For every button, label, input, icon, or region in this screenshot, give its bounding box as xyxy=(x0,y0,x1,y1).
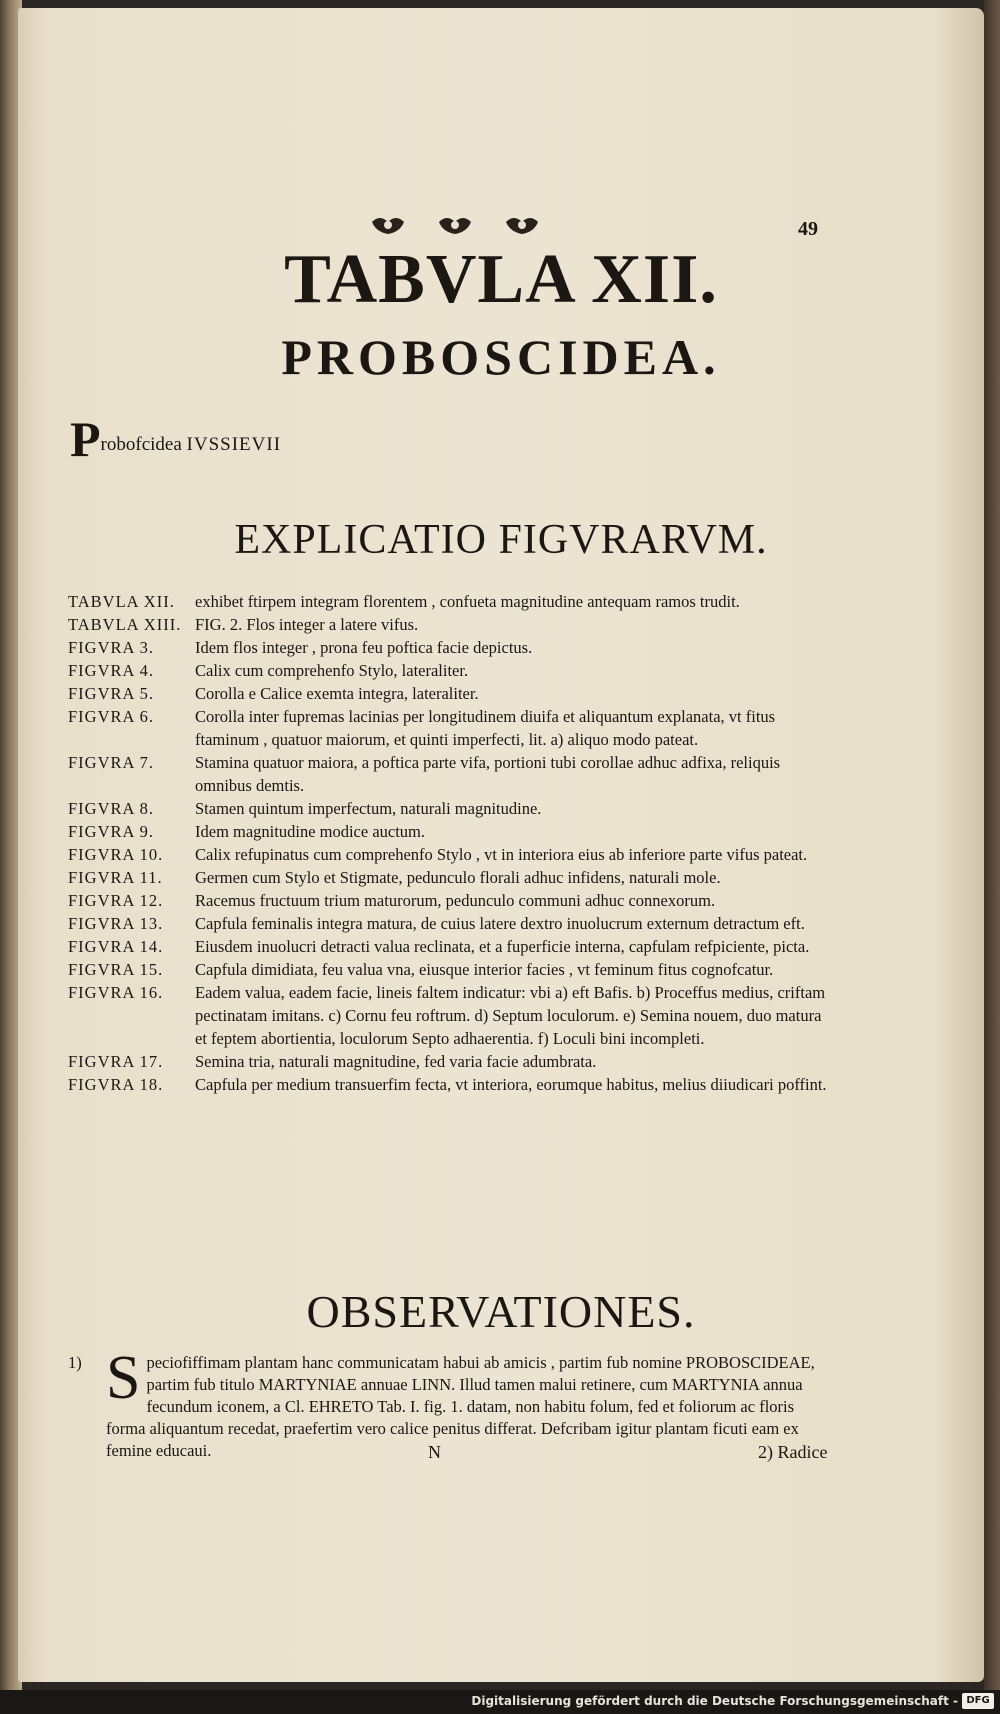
signature-mark: N xyxy=(428,1442,441,1462)
figure-label: FIGVRA 12. xyxy=(68,891,164,910)
figure-entry xyxy=(68,613,828,636)
figure-entry xyxy=(68,1073,828,1096)
figure-list xyxy=(68,590,828,1096)
figure-entry xyxy=(68,1050,828,1073)
figure-entry xyxy=(68,590,828,613)
catchword: 2) Radice xyxy=(758,1442,828,1462)
page-subtitle: PROBOSCIDEA. xyxy=(281,329,721,385)
figure-description: Calix cum comprehenfo Stylo, lateraliter. xyxy=(195,661,469,680)
figure-label: FIGVRA 8. xyxy=(68,799,155,818)
figure-entry xyxy=(68,843,828,866)
figure-entry xyxy=(68,820,828,843)
figure-label: FIGVRA 11. xyxy=(68,868,163,887)
figure-entry xyxy=(68,636,828,659)
figure-entry xyxy=(68,659,828,682)
figure-description: Corolla inter fupremas lacinias per longitudinem diuifa et aliquantum explanata, vt fitus ftaminum , quatuor maiorum, et quinti imperfecti, lit. a) aliquo modo pateat. xyxy=(195,707,776,749)
figure-label: FIGVRA 16. xyxy=(68,983,164,1002)
figure-description: Capfula feminalis integra matura, de cuius latere dextro inuolucrum externum detractum eft. xyxy=(195,914,805,933)
figure-description: Eiusdem inuolucri detracti valua reclinata, et a fuperficie interna, capfulam refpiciente, picta. xyxy=(195,937,810,956)
figure-label: TABVLA XII. xyxy=(68,592,175,611)
page-number: 49 xyxy=(798,218,818,240)
observation-text: peciofiffimam plantam hanc communicatam habui ab amicis , partim fub nomine PROBOSCIDEAE, partim fub titulo MARTYNIAE annuae LINN. Illud tamen malui retinere, cum MARTYNIA annua fecundum iconem, a Cl. EHRETO Tab. I. fig. 1. datam, non habitu folum, fed et foliorum ac floris forma aliquantum recedat, praefertim vero calice penitus differat. Defcribam igitur plantam ficuti eam ex femine educaui. xyxy=(106,1353,815,1460)
figure-description: Idem flos integer , prona feu poftica facie depictus. xyxy=(195,638,533,657)
figure-entry xyxy=(68,935,828,958)
figure-entry xyxy=(68,751,828,797)
figure-description: Capfula per medium transuerfim fecta, vt interiora, eorumque habitus, melius diiudicari poffint. xyxy=(195,1075,827,1094)
observation-paragraph xyxy=(68,1344,828,1462)
figure-entry xyxy=(68,682,828,705)
figure-description: Semina tria, naturali magnitudine, fed varia facie adumbrata. xyxy=(195,1052,597,1071)
figure-description: Eadem valua, eadem facie, lineis faltem indicatur: vbi a) eft Bafis. b) Proceffus medius, criftam pectinatam imitans. c) Cornu feu roftrum. d) Septum loculorum. e) Semina nouem, duo matura et feptem abortientia, loculorum Septo adhaerentia. f) Loculi bini incompleti. xyxy=(195,983,826,1048)
figure-description: exhibet ftirpem integram florentem , confueta magnitudine antequam ramos trudit. xyxy=(195,592,740,611)
intro-line xyxy=(70,410,281,468)
figure-entry xyxy=(68,797,828,820)
figure-entry xyxy=(68,866,828,889)
figure-description: Capfula dimidiata, feu valua vna, eiusque interior facies , vt feminum fitus cognofcatur. xyxy=(195,960,774,979)
intro-text: robofcidea xyxy=(100,434,182,455)
figure-description: Stamina quatuor maiora, a poftica parte vifa, portioni tubi corollae adhuc adfixa, reliquis omnibus demtis. xyxy=(195,753,781,795)
explicatio-heading: EXPLICATIO FIGVRARVM. xyxy=(234,517,768,563)
figure-description: Corolla e Calice exemta integra, lateraliter. xyxy=(195,684,479,703)
figure-entry xyxy=(68,958,828,981)
figure-description: Germen cum Stylo et Stigmate, pedunculo florali adhuc infidens, naturali mole. xyxy=(195,868,721,887)
figure-description: Calix refupinatus cum comprehenfo Stylo , vt in interiora eius ab inferiore parte vifus pateat. xyxy=(195,845,808,864)
book-edge xyxy=(984,0,1000,1714)
figure-description: FIG. 2. Flos integer a latere vifus. xyxy=(195,615,419,634)
figure-label: FIGVRA 5. xyxy=(68,684,155,703)
intro-author: IVSSIEVII xyxy=(186,434,282,455)
figure-entry xyxy=(68,889,828,912)
drop-initial: P xyxy=(70,411,101,467)
page-title: TABVLA XII. xyxy=(284,241,718,318)
header-ornaments xyxy=(370,214,540,236)
figure-label: FIGVRA 15. xyxy=(68,960,164,979)
figure-description: Idem magnitudine modice auctum. xyxy=(195,822,426,841)
figure-entry xyxy=(68,912,828,935)
observationes-heading: OBSERVATIONES. xyxy=(306,1286,696,1337)
credit-bar xyxy=(0,1690,1000,1714)
figure-label: FIGVRA 7. xyxy=(68,753,155,772)
figure-description: Racemus fructuum trium maturorum, pedunculo communi adhuc connexorum. xyxy=(195,891,716,910)
figure-label: FIGVRA 13. xyxy=(68,914,164,933)
book-page xyxy=(18,8,984,1682)
ornament-icon xyxy=(504,214,540,236)
ornament-icon xyxy=(370,214,406,236)
figure-label: TABVLA XIII. xyxy=(68,615,182,634)
credit-text: Digitalisierung gefördert durch die Deutsche Forschungsgemeinschaft - xyxy=(471,1694,958,1708)
figure-label: FIGVRA 17. xyxy=(68,1052,164,1071)
figure-entry xyxy=(68,981,828,1050)
drop-initial: S xyxy=(106,1344,141,1412)
figure-label: FIGVRA 18. xyxy=(68,1075,164,1094)
figure-label: FIGVRA 3. xyxy=(68,638,155,657)
figure-description: Stamen quintum imperfectum, naturali magnitudine. xyxy=(195,799,542,818)
figure-label: FIGVRA 6. xyxy=(68,707,155,726)
figure-entry xyxy=(68,705,828,751)
figure-label: FIGVRA 10. xyxy=(68,845,164,864)
dfg-logo: DFG xyxy=(962,1693,994,1709)
observation-number: 1) xyxy=(68,1353,82,1372)
figure-label: FIGVRA 4. xyxy=(68,661,155,680)
figure-label: FIGVRA 9. xyxy=(68,822,155,841)
figure-label: FIGVRA 14. xyxy=(68,937,164,956)
ornament-icon xyxy=(437,214,473,236)
